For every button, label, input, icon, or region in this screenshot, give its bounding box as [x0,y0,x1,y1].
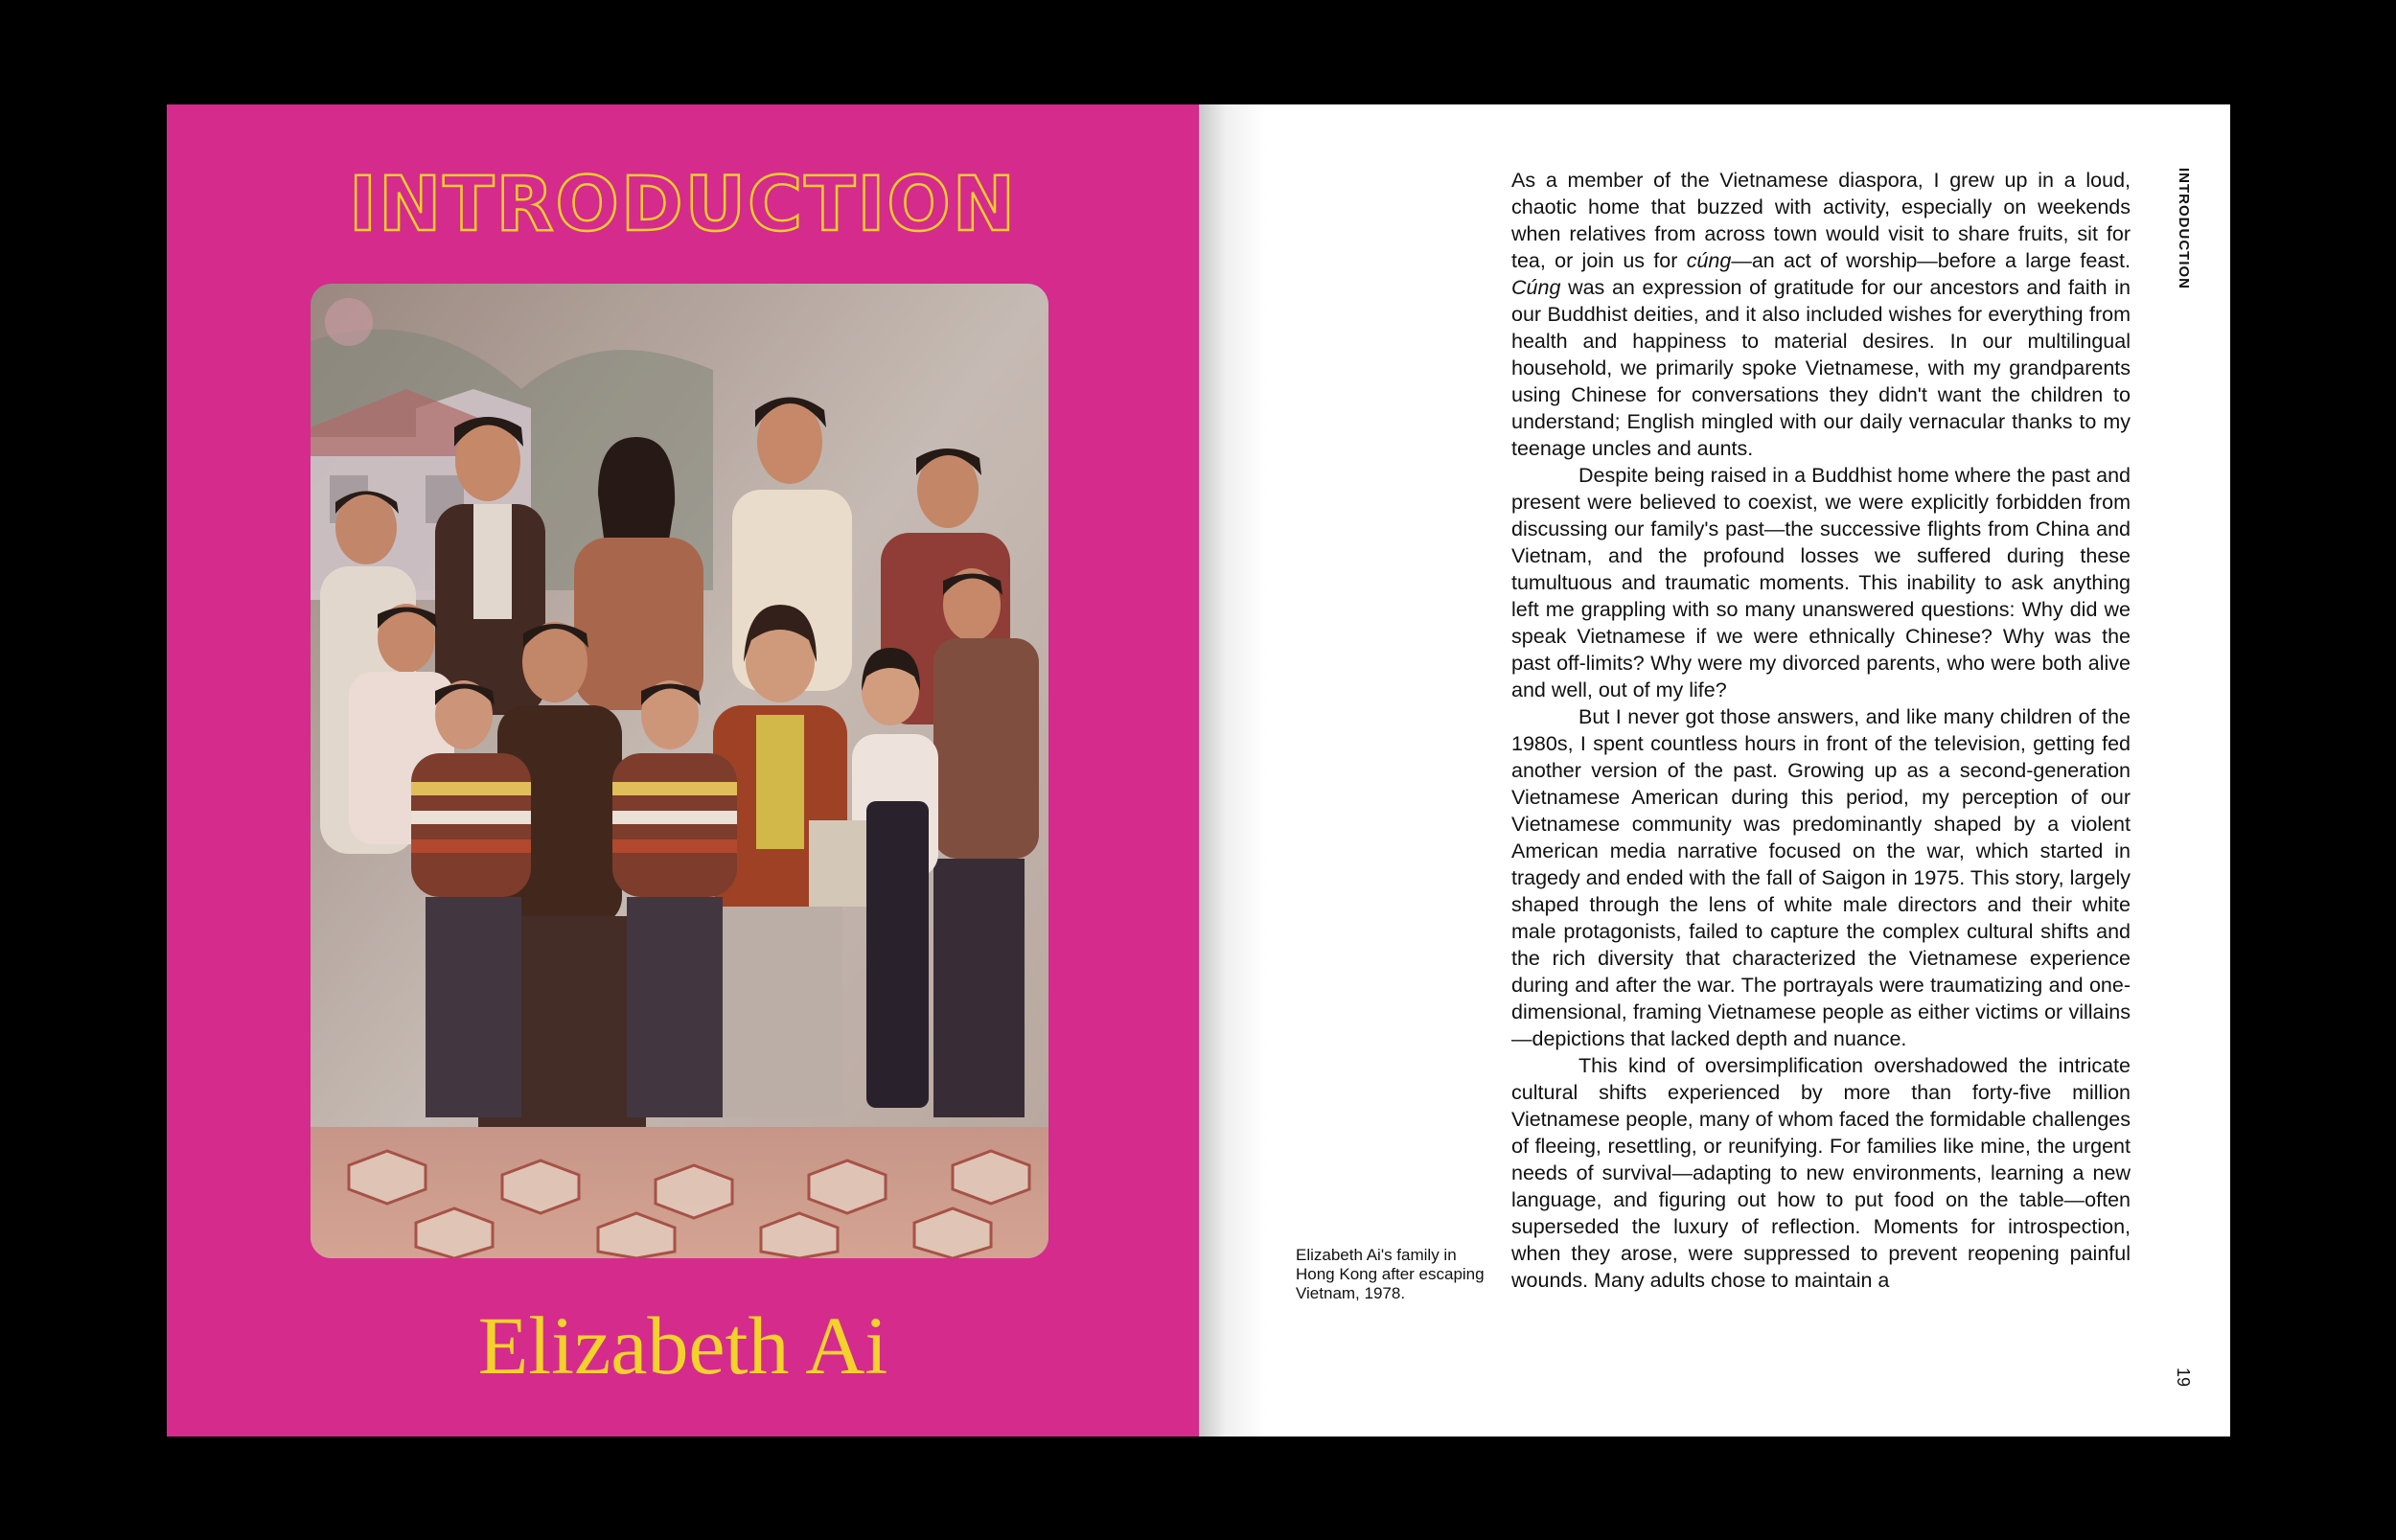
body-text [1511,167,2131,1307]
paragraph: But I never got those answers, and like many children of the 1980s, I spent countless hours in front of the television, getting fed another version of the past. Growing up as a second-generation Vietnamese American during this period, my perception of our Vietnamese community was predominantly shaped by a violent American media narrative focused on the war, which started in tragedy and ended with the fall of Saigon in 1975. This story, largely shaped through the lens of white male directors and their white male protagonists, failed to capture the complex cultural shifts and the rich diversity that characterized the Vietnamese experience during and after the war. The portrayals were traumatizing and one-dimensional, framing Vietnamese people as either victims or villains—depictions that lacked depth and nuance. [1511,705,2131,1050]
gutter-shadow [1199,104,1266,1437]
paragraph: This kind of oversimplification overshadowed the intricate cultural shifts experienced by more than forty-five million Vietnamese people, many of whom faced the formidable challenges of fleeing, resettling, or reunifying. For families like mine, the urgent needs of survival—adapting to new environments, learning a new language, and figuring out how to put food on the table—often superseded the luxury of reflection. Moments for introspection, when they arose, were suppressed to prevent reopening painful wounds. Many adults chose to maintain a [1511,1054,2131,1292]
right-page [1199,104,2230,1437]
page-number: 19 [2174,1368,2193,1388]
photo-caption: Elizabeth Ai's family in Hong Kong after escaping Vietnam, 1978. [1296,1246,1485,1302]
paragraph: Despite being raised in a Buddhist home where the past and present were believed to coexist, we were explicitly forbidden from discussing our family's past—the successive flights from China and Vietnam, and the profound losses we suffered during these tumultuous and traumatic moments. This inability to ask anything left me grappling with so many unanswered questions: Why did we speak Vietnamese if we were ethnically Chinese? Why was the past off-limits? Why were my divorced parents, who were both alive and well, out of my life? [1511,464,2131,701]
running-head: INTRODUCTION [2176,168,2192,289]
section-heading: INTRODUCTION [348,162,1018,248]
family-portrait-photo [311,284,1048,1258]
author-name: Elizabeth Ai [477,1299,888,1391]
paragraph: As a member of the Vietnamese diaspora, I grew up in a loud, chaotic home that buzzed with activity, especially on weekends when relatives from across town would visit to share fruits, sit for tea, or join us for cúng—an act of worship—before a large feast. Cúng was an expression of gratitude for our ancestors and faith in our Buddhist deities, and it also included wishes for everything from health and happiness to material desires. In our multilingual household, we primarily spoke Vietnamese, with my grandparents using Chinese for conversations they didn't want the children to understand; English mingled with our daily vernacular thanks to my teenage uncles and aunts. [1511,169,2131,460]
left-page [167,104,1199,1437]
